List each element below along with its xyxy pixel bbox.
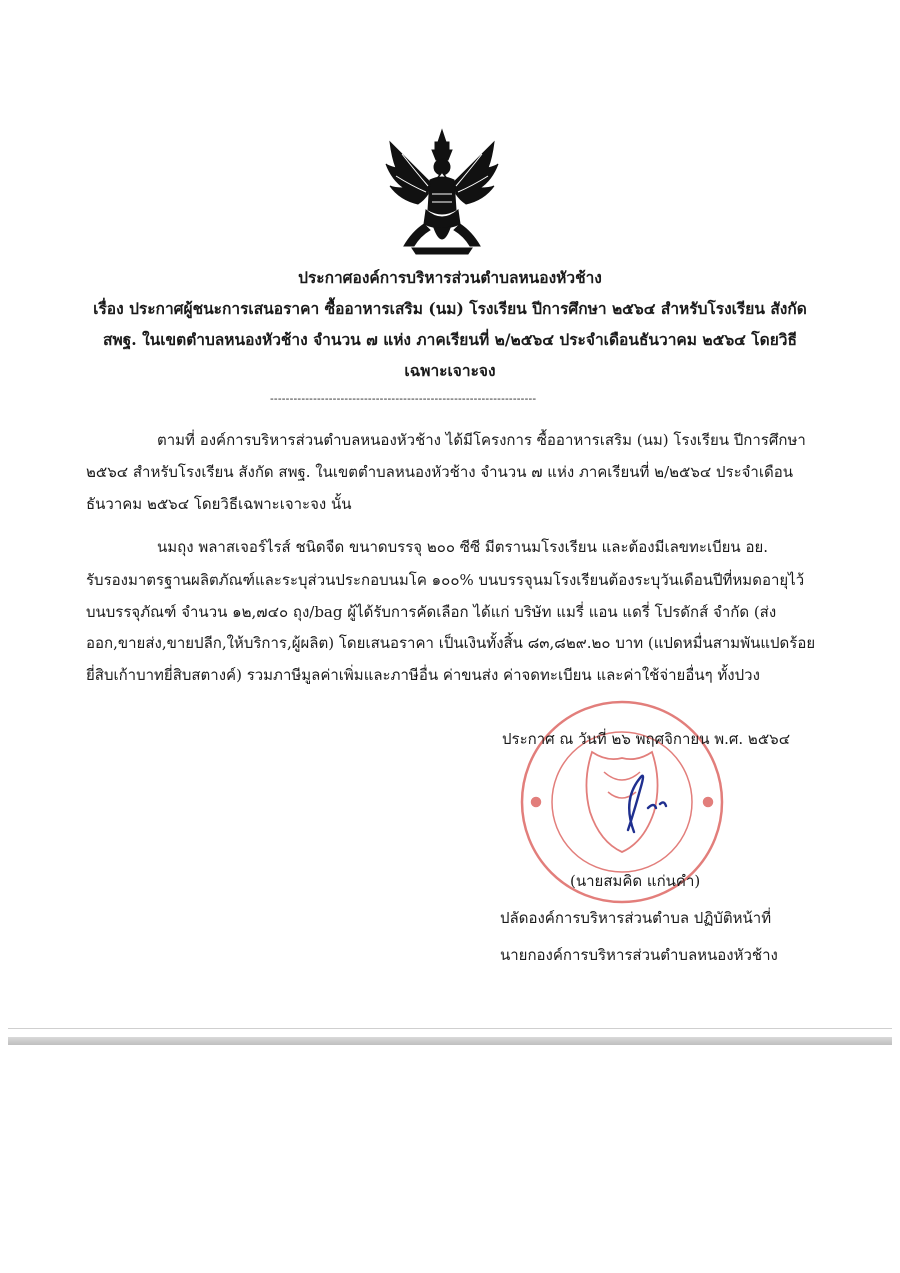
body-paragraph-1-line-3: ธันวาคม ๒๕๖๔ โดยวิธีเฉพาะเจาะจง นั้น [86,495,352,513]
announcement-subject-line-3: เฉพาะเจาะจง [404,361,496,380]
handwritten-signature [600,760,690,840]
page-bottom-divider [8,1037,892,1045]
announcement-subject-line-2: สพฐ. ในเขตตำบลหนองหัวช้าง จำนวน ๗ แห่ง ภาคเรียนที่ ๒/๒๕๖๔ ประจำเดือนธันวาคม ๒๕๖๔ โดยวิธี [103,330,797,349]
header-separator: -------------------------------------------------------------------- [270,392,537,405]
signer-title-line-1: ปลัดองค์การบริหารส่วนตำบล ปฏิบัติหน้าที่ [500,909,772,927]
body-paragraph-2-line-5: ยี่สิบเก้าบาทยี่สิบสตางค์) รวมภาษีมูลค่าเพิ่มและภาษีอื่น ค่าขนส่ง ค่าจดทะเบียน และค่าใช้จ่ายอื่นๆ ทั้งปวง [86,666,760,684]
announcement-date: ประกาศ ณ วันที่ ๒๖ พฤศจิกายน พ.ศ. ๒๕๖๔ [502,730,791,748]
signer-name: (นายสมคิด แก่นคำ) [570,872,701,890]
announcement-subject-line-1: เรื่อง ประกาศผู้ชนะการเสนอราคา ซื้ออาหารเสริม (นม) โรงเรียน ปีการศึกษา ๒๕๖๔ สำหรับโรงเรียน สังกัด [93,299,807,318]
page-bottom-divider-line [8,1028,892,1029]
announcement-authority: ประกาศองค์การบริหารส่วนตำบลหนองหัวช้าง [298,268,602,287]
body-paragraph-1-line-2: ๒๕๖๔ สำหรับโรงเรียน สังกัด สพฐ. ในเขตตำบลหนองหัวช้าง จำนวน ๗ แห่ง ภาคเรียนที่ ๒/๒๕๖๔ ประจำเดือน [86,463,793,481]
signer-title-line-2: นายกองค์การบริหารส่วนตำบลหนองหัวช้าง [500,946,778,964]
body-paragraph-2-line-1: นมถุง พลาสเจอร์ไรส์ ชนิดจืด ขนาดบรรจุ ๒๐๐ ซีซี มีตรานมโรงเรียน และต้องมีเลขทะเบียน อย. [157,538,769,556]
body-paragraph-1-line-1: ตามที่ องค์การบริหารส่วนตำบลหนองหัวช้าง ได้มีโครงการ ซื้ออาหารเสริม (นม) โรงเรียน ปีการศึกษา [157,431,806,449]
body-paragraph-2-line-4: ออก,ขายส่ง,ขายปลีก,ให้บริการ,ผู้ผลิต) โดยเสนอราคา เป็นเงินทั้งสิ้น ๘๓,๘๒๙.๒๐ บาท (แปดหมื่นสามพันแปดร้อย [86,634,816,652]
garuda-emblem [382,124,502,256]
body-paragraph-2-line-2: รับรองมาตรฐานผลิตภัณฑ์และระบุส่วนประกอบนมโค ๑๐๐% บนบรรจุนมโรงเรียนต้องระบุวันเดือนปีที่หมดอายุไว้ [86,571,805,589]
body-paragraph-2-line-3: บนบรรจุภัณฑ์ จำนวน ๑๒,๗๔๐ ถุง/bag ผู้ได้รับการคัดเลือก ได้แก่ บริษัท แมรี่ แอน แดรี่ โปรดักส์ จำกัด (ส่ง [86,603,777,621]
